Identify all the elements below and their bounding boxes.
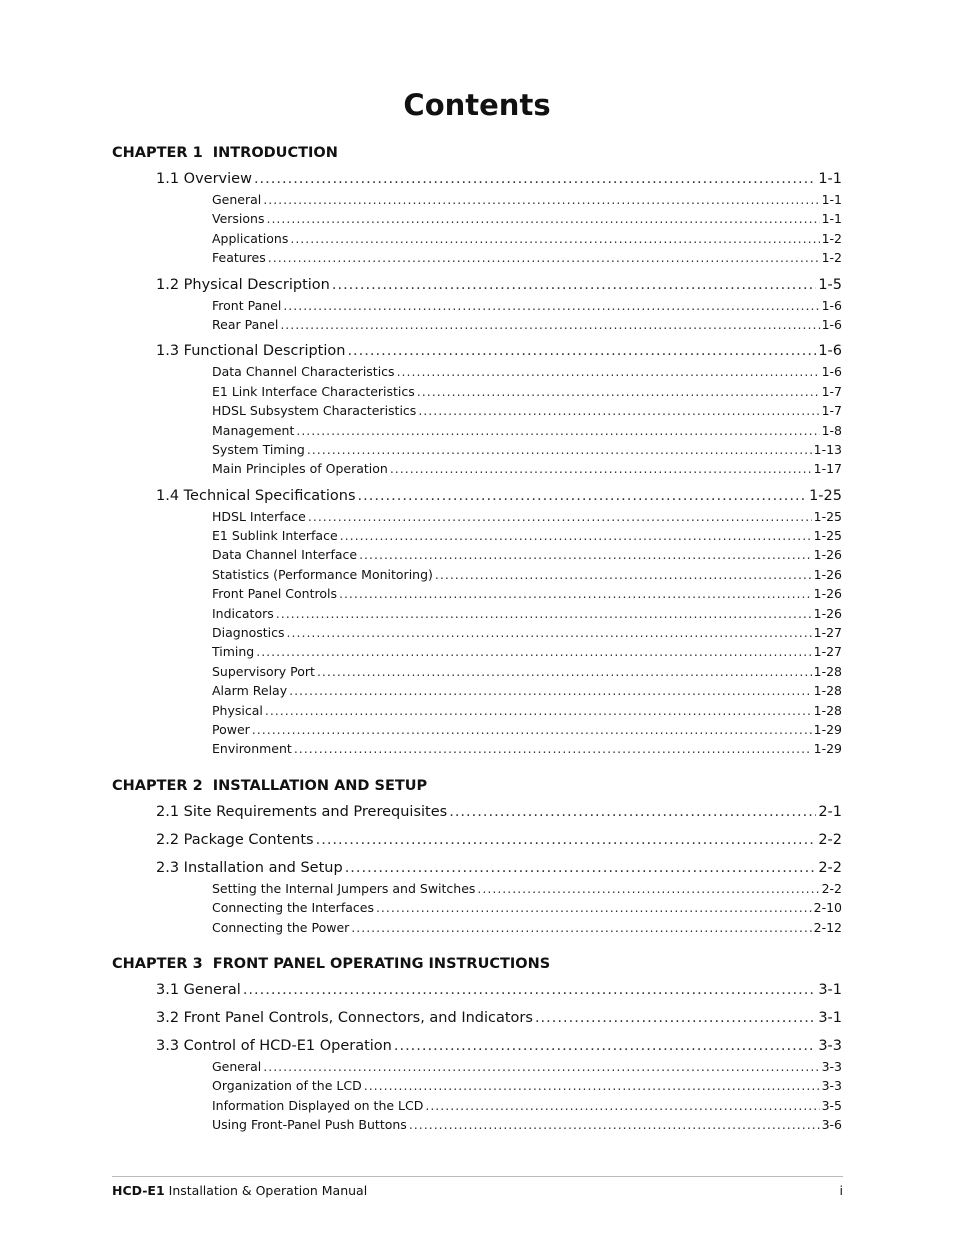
toc-subsection-entry-page: 3-5 — [821, 1097, 842, 1113]
toc-subsection-entry-page: 1-7 — [821, 403, 842, 419]
toc-subsection-entry[interactable] — [212, 459, 842, 478]
toc-subsection-entry[interactable] — [212, 209, 842, 228]
toc-subsection-entry[interactable] — [212, 545, 842, 564]
toc-subsection-entry[interactable] — [212, 739, 842, 758]
toc-subsection-entry-page: 1-6 — [821, 364, 842, 380]
toc-subsection-entry-title: Indicators — [212, 605, 274, 621]
dot-leader — [332, 274, 816, 296]
section-block — [112, 979, 842, 1001]
toc-section-entry-title: 1.1 Overview — [156, 171, 252, 187]
toc-subsection-entry-title: Data Channel Characteristics — [212, 364, 395, 380]
dot-leader — [417, 382, 820, 401]
toc-section-entry-title: 3.2 Front Panel Controls, Connectors, and Indicators — [156, 1009, 533, 1026]
toc-subsection-entry[interactable] — [212, 296, 842, 315]
toc-subsection-entry[interactable] — [212, 642, 842, 661]
dot-leader — [283, 296, 819, 315]
chapter-block — [112, 142, 842, 759]
chapter-heading[interactable] — [112, 953, 842, 975]
dot-leader — [290, 229, 819, 248]
toc-subsection-entry[interactable] — [212, 662, 842, 681]
toc-section-entry-title: 2.3 Installation and Setup — [156, 859, 343, 876]
toc-subsection-entry[interactable] — [212, 190, 842, 209]
toc-subsection-entry-title: General — [212, 1058, 262, 1074]
toc-subsection-entry-page: 1-6 — [821, 316, 842, 332]
toc-subsection-entry-page: 1-13 — [813, 441, 842, 457]
toc-subsection-entry-page: 1-28 — [813, 683, 842, 699]
toc-subsection-entry-title: Supervisory Port — [212, 663, 315, 679]
toc-section-entry-title: 3.3 Control of HCD-E1 Operation — [156, 1037, 392, 1054]
toc-subsection-entry[interactable] — [212, 401, 842, 420]
dot-leader — [280, 315, 819, 334]
toc-section-entry-title: 2.2 Package Contents — [156, 831, 314, 848]
toc-section-entry[interactable] — [156, 274, 842, 296]
toc-subsection-entry[interactable] — [212, 229, 842, 248]
toc-subsection-entry[interactable] — [212, 1115, 842, 1134]
toc-section-entry-title: 3.1 General — [156, 981, 241, 998]
toc-subsection-entry[interactable] — [212, 362, 842, 381]
section-block — [112, 274, 842, 335]
dot-leader — [263, 1057, 819, 1076]
toc-subsection-entry-title: HDSL Subsystem Characteristics — [212, 403, 417, 419]
toc-subsection-entry-page: 1-6 — [821, 297, 842, 313]
dot-leader — [435, 565, 812, 584]
toc-subsection-entry-page: 3-3 — [821, 1058, 842, 1074]
toc-subsection-entry-title: Features — [212, 250, 266, 266]
dot-leader — [307, 440, 812, 459]
dot-leader — [265, 701, 812, 720]
toc-subsection-entry-page: 1-26 — [813, 586, 842, 602]
footer-manual-title: Installation & Operation Manual — [168, 1183, 368, 1198]
toc-subsection-entry-page: 1-1 — [821, 192, 842, 207]
toc-section-entry[interactable] — [156, 829, 842, 851]
toc-subsection-entry[interactable] — [212, 315, 842, 334]
toc-subsection-entry-title: Connecting the Power — [212, 919, 350, 935]
toc-subsection-entry[interactable] — [212, 898, 842, 917]
section-block — [112, 829, 842, 851]
toc-subsection-entry-title: Data Channel Interface — [212, 547, 358, 563]
chapter-block — [112, 953, 842, 1135]
toc-subsection-entry-title: Setting the Internal Jumpers and Switches — [212, 880, 476, 896]
chapter-block — [112, 775, 842, 937]
dot-leader — [345, 857, 817, 879]
dot-leader — [252, 720, 812, 739]
toc-subsection-entry[interactable] — [212, 584, 842, 603]
toc-subsection-entry-title: Front Panel Controls — [212, 586, 337, 602]
toc-subsection-entry-title: HDSL Interface — [212, 508, 306, 524]
toc-section-entry[interactable] — [156, 168, 842, 190]
toc-subsection-entry-page: 1-2 — [821, 250, 842, 266]
toc-subsection-entry[interactable] — [212, 526, 842, 545]
toc-subsection-entry-page: 1-25 — [813, 508, 842, 524]
toc-section-entry[interactable] — [156, 857, 842, 879]
toc-section-entry-page: 2-2 — [818, 831, 842, 848]
dot-leader — [266, 209, 819, 228]
toc-subsection-entry[interactable] — [212, 248, 842, 267]
toc-subsection-entry-title: Management — [212, 422, 295, 438]
dot-leader — [535, 1007, 816, 1029]
toc-subsection-entry-page: 1-28 — [813, 702, 842, 718]
dot-leader — [409, 1115, 820, 1134]
toc-subsection-entry-page: 3-3 — [821, 1078, 842, 1094]
toc-subsection-entry-title: Main Principles of Operation — [212, 461, 388, 477]
section-block — [112, 1035, 842, 1135]
toc-subsection-entry-title: Organization of the LCD — [212, 1078, 362, 1094]
dot-leader — [308, 507, 812, 526]
toc-section-entry-title: 1.2 Physical Description — [156, 276, 330, 293]
toc-subsection-entry-title: Power — [212, 721, 250, 737]
toc-subsection-entry-page: 1-27 — [813, 625, 842, 641]
toc-subsection-entry-page: 1-26 — [813, 566, 842, 582]
toc-subsection-entry-page: 2-12 — [813, 919, 842, 935]
dot-leader — [316, 829, 817, 851]
toc-subsection-entry-title: General — [212, 192, 262, 207]
toc-subsection-entry-title: Rear Panel — [212, 316, 279, 332]
toc-subsection-entry-title: Environment — [212, 741, 292, 757]
toc-section-entry-page: 3-1 — [818, 1009, 842, 1026]
dot-leader — [418, 401, 819, 420]
dot-leader — [254, 168, 816, 190]
dot-leader — [268, 248, 820, 267]
toc-section-entry[interactable] — [156, 485, 842, 507]
chapter-label: CHAPTER 2 — [112, 777, 203, 794]
toc-section-entry-page: 2-1 — [818, 803, 842, 820]
dot-leader — [364, 1076, 820, 1095]
dot-leader — [276, 604, 812, 623]
toc-section-entry-title: 1.4 Technical Specifications — [156, 487, 356, 504]
toc-subsection-entry-title: Front Panel — [212, 297, 282, 313]
toc-section-entry[interactable] — [156, 979, 842, 1001]
dot-leader — [340, 526, 812, 545]
dot-leader — [317, 662, 812, 681]
chapter-label: CHAPTER 1 — [112, 145, 203, 161]
toc-subsection-entry-title: Using Front-Panel Push Buttons — [212, 1117, 407, 1133]
toc-section-entry-title: 1.3 Functional Description — [156, 343, 346, 360]
toc-subsection-entry-title: Physical — [212, 702, 263, 718]
dot-leader — [376, 898, 812, 917]
chapter-heading[interactable] — [112, 775, 842, 797]
dot-leader — [256, 642, 811, 661]
toc-subsection-entry[interactable] — [212, 720, 842, 739]
section-block — [112, 168, 842, 268]
toc-subsection-entry-page: 1-7 — [821, 383, 842, 399]
toc-subsection-entry[interactable] — [212, 1096, 842, 1115]
page-title: Contents — [403, 88, 551, 122]
toc-subsection-entry-page: 2-2 — [821, 880, 842, 896]
section-block — [112, 857, 842, 937]
toc-section-entry-page: 3-3 — [818, 1037, 842, 1054]
toc-subsection-entry[interactable] — [212, 440, 842, 459]
dot-leader — [347, 340, 816, 362]
toc-section-entry-page: 3-1 — [818, 981, 842, 998]
toc-subsection-entry[interactable] — [212, 1076, 842, 1095]
toc-subsection-entry-page: 1-26 — [813, 547, 842, 563]
toc-section-entry-title: 2.1 Site Requirements and Prerequisites — [156, 803, 448, 820]
dot-leader — [294, 739, 812, 758]
footer-divider — [112, 1176, 843, 1177]
dot-leader — [425, 1096, 819, 1115]
dot-leader — [358, 485, 808, 507]
toc-subsection-entry-page: 2-10 — [813, 900, 842, 916]
toc-subsection-entry-page: 3-6 — [821, 1117, 842, 1133]
toc-subsection-entry[interactable] — [212, 421, 842, 440]
section-block — [112, 1007, 842, 1029]
dot-leader — [287, 623, 812, 642]
toc-subsection-entry[interactable] — [212, 623, 842, 642]
dot-leader — [394, 1035, 816, 1057]
toc-subsection-entry-title: Applications — [212, 230, 289, 246]
toc-subsection-entry-title: E1 Link Interface Characteristics — [212, 383, 415, 399]
toc-subsection-entry[interactable] — [212, 1057, 842, 1076]
toc-section-entry[interactable] — [156, 1007, 842, 1029]
toc-subsection-entry[interactable] — [212, 507, 842, 526]
toc-section-entry-page: 1-25 — [809, 487, 842, 504]
toc-subsection-entry[interactable] — [212, 701, 842, 720]
toc-subsection-entry-title: Connecting the Interfaces — [212, 900, 374, 916]
toc-subsection-entry-page: 1-8 — [821, 422, 842, 438]
toc-subsection-entry-page: 1-29 — [813, 741, 842, 757]
toc-section-entry[interactable] — [156, 801, 842, 823]
toc-subsection-entry-title: Versions — [212, 211, 265, 227]
page-footer — [112, 1182, 843, 1200]
toc-subsection-entry-page: 1-25 — [813, 528, 842, 544]
toc-subsection-entry[interactable] — [212, 565, 842, 584]
toc-subsection-entry[interactable] — [212, 382, 842, 401]
dot-leader — [351, 918, 811, 937]
toc-subsection-entry-title: Diagnostics — [212, 625, 285, 641]
dot-leader — [359, 545, 812, 564]
toc-subsection-entry[interactable] — [212, 918, 842, 937]
section-block — [112, 485, 842, 759]
toc-section-entry-page: 2-2 — [818, 859, 842, 876]
chapter-name: INSTALLATION AND SETUP — [212, 777, 428, 794]
toc-subsection-entry-page: 1-28 — [813, 663, 842, 679]
toc-section-entry-page: 1-1 — [818, 171, 842, 187]
toc-subsection-entry-page: 1-17 — [813, 461, 842, 477]
dot-leader — [339, 584, 812, 603]
dot-leader — [477, 879, 819, 898]
toc-subsection-entry-page: 1-1 — [821, 211, 842, 227]
toc-subsection-entry-page: 1-26 — [813, 605, 842, 621]
chapter-heading[interactable] — [112, 142, 842, 164]
toc-subsection-entry-title: Timing — [212, 644, 255, 660]
chapter-name: FRONT PANEL OPERATING INSTRUCTIONS — [212, 955, 551, 972]
chapter-name: INTRODUCTION — [212, 145, 338, 161]
dot-leader — [263, 190, 819, 209]
toc-subsection-entry[interactable] — [212, 681, 842, 700]
toc-subsection-entry-page: 1-29 — [813, 721, 842, 737]
toc-subsection-entry[interactable] — [212, 604, 842, 623]
dot-leader — [289, 681, 812, 700]
toc-subsection-entry-title: System Timing — [212, 441, 305, 457]
toc-subsection-entry-title: E1 Sublink Interface — [212, 528, 338, 544]
toc-section-entry-page: 1-6 — [818, 343, 842, 360]
toc-subsection-entry-page: 1-27 — [813, 644, 842, 660]
toc-subsection-entry-title: Alarm Relay — [212, 683, 288, 699]
toc-section-entry[interactable] — [156, 340, 842, 362]
dot-leader — [296, 421, 819, 440]
dot-leader — [243, 979, 817, 1001]
toc-subsection-entry-page: 1-2 — [821, 230, 842, 246]
footer-product-name: HCD-E1 — [112, 1183, 165, 1198]
toc-section-entry[interactable] — [156, 1035, 842, 1057]
toc-subsection-entry-title: Information Displayed on the LCD — [212, 1097, 424, 1113]
section-block — [112, 801, 842, 823]
toc-subsection-entry-title: Statistics (Performance Monitoring) — [212, 566, 433, 582]
dot-leader — [449, 801, 816, 823]
chapter-label: CHAPTER 3 — [112, 955, 203, 972]
toc-section-entry-page: 1-5 — [818, 276, 842, 293]
dot-leader — [397, 362, 820, 381]
table-of-contents — [112, 142, 842, 1151]
section-block — [112, 340, 842, 478]
toc-subsection-entry[interactable] — [212, 879, 842, 898]
dot-leader — [390, 459, 812, 478]
footer-page-number: i — [839, 1183, 843, 1198]
